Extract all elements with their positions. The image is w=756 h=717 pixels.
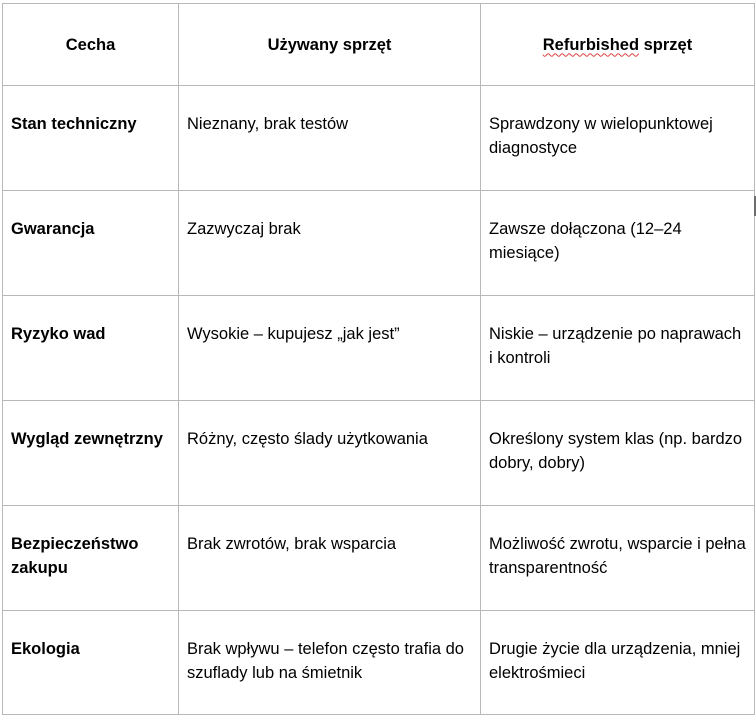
row-used-cell: Brak wpływu – telefon często trafia do szuflady lub na śmietnik bbox=[179, 611, 481, 715]
row-used-cell: Brak zwrotów, brak wsparcia bbox=[179, 506, 481, 611]
table-row bbox=[3, 296, 755, 401]
spellcheck-underlined-word: Refurbished bbox=[542, 35, 640, 54]
table-row bbox=[3, 191, 755, 296]
table-header bbox=[3, 4, 755, 86]
row-feature-cell: Ekologia bbox=[3, 611, 179, 715]
table-row bbox=[3, 401, 755, 506]
row-refurbished-cell: Niskie – urządzenie po naprawach i kontroli bbox=[481, 296, 755, 401]
table-row bbox=[3, 611, 755, 715]
table-body bbox=[3, 86, 755, 715]
row-refurbished-cell: Drugie życie dla urządzenia, mniej elektrośmieci bbox=[481, 611, 755, 715]
table-row bbox=[3, 506, 755, 611]
row-used-cell: Różny, często ślady użytkowania bbox=[179, 401, 481, 506]
header-refurbished-equipment bbox=[481, 4, 755, 86]
row-refurbished-cell: Sprawdzony w wielopunktowej diagnostyce bbox=[481, 86, 755, 191]
header-row bbox=[3, 4, 755, 86]
row-used-cell: Nieznany, brak testów bbox=[179, 86, 481, 191]
header-refurbished-rest: sprzęt bbox=[639, 35, 693, 54]
row-feature-cell: Gwarancja bbox=[3, 191, 179, 296]
row-feature-cell: Bezpieczeństwo zakupu bbox=[3, 506, 179, 611]
row-refurbished-cell: Zawsze dołączona (12–24 miesiące) bbox=[481, 191, 755, 296]
row-feature-cell: Wygląd zewnętrzny bbox=[3, 401, 179, 506]
row-feature-cell: Ryzyko wad bbox=[3, 296, 179, 401]
row-used-cell: Zazwyczaj brak bbox=[179, 191, 481, 296]
row-feature-cell: Stan techniczny bbox=[3, 86, 179, 191]
header-feature: Cecha bbox=[3, 4, 179, 86]
header-used-equipment: Używany sprzęt bbox=[179, 4, 481, 86]
comparison-table bbox=[2, 3, 755, 715]
row-refurbished-cell: Możliwość zwrotu, wsparcie i pełna transparentność bbox=[481, 506, 755, 611]
row-refurbished-cell: Określony system klas (np. bardzo dobry, dobry) bbox=[481, 401, 755, 506]
table-row bbox=[3, 86, 755, 191]
row-used-cell: Wysokie – kupujesz „jak jest” bbox=[179, 296, 481, 401]
